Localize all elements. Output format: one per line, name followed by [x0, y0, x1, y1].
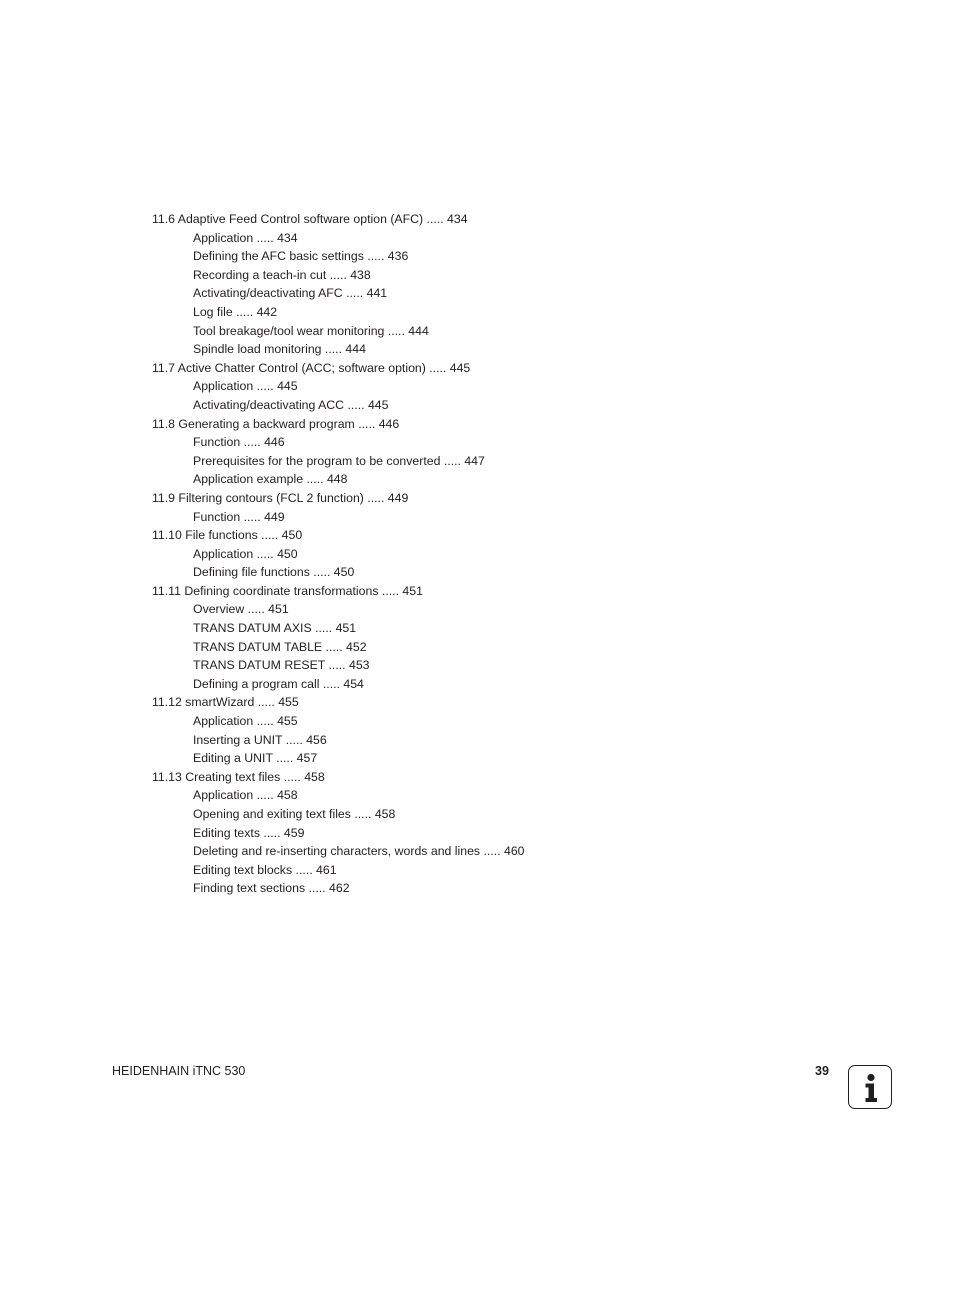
toc-subsection-entry: TRANS DATUM TABLE ..... 452 [193, 639, 367, 654]
toc-section-entry: 11.12 smartWizard ..... 455 [152, 695, 299, 710]
toc-subsection-entry: Defining the AFC basic settings ..... 436 [193, 249, 409, 264]
toc-subsection-entry: Editing a UNIT ..... 457 [193, 751, 318, 766]
page-number: 39 [815, 1064, 829, 1078]
toc-subsection-entry: Opening and exiting text files ..... 458 [193, 807, 396, 821]
toc-subsection-entry: Activating/deactivating ACC ..... 445 [193, 397, 389, 412]
toc-subsection-entry: Prerequisites for the program to be converted ..... 447 [193, 453, 485, 468]
toc-subsection-entry: Spindle load monitoring ..... 444 [193, 342, 366, 357]
toc-subsection-entry: Function ..... 449 [193, 509, 285, 524]
toc-subsection-entry: Finding text sections ..... 462 [193, 881, 350, 896]
toc-section-entry: 11.11 Defining coordinate transformations ..... 451 [152, 583, 423, 598]
toc-subsection-entry: Application example ..... 448 [193, 472, 348, 487]
toc-subsection-entry: TRANS DATUM RESET ..... 453 [193, 658, 370, 673]
toc-section-entry: 11.8 Generating a backward program ..... 446 [152, 416, 400, 431]
toc-subsection-entry: Application ..... 450 [193, 546, 298, 561]
toc-subsection-entry: Application ..... 458 [193, 788, 298, 803]
toc-subsection-entry: Application ..... 455 [193, 714, 298, 729]
toc-subsection-entry: Editing texts ..... 459 [193, 825, 305, 840]
toc-section-entry: 11.6 Adaptive Feed Control software option (AFC) ..... 434 [152, 212, 468, 226]
toc-section-entry: 11.13 Creating text files ..... 458 [152, 769, 325, 784]
toc-subsection-entry: Recording a teach-in cut ..... 438 [193, 267, 371, 282]
toc-subsection-entry: Function ..... 446 [193, 435, 285, 450]
footer-title: HEIDENHAIN iTNC 530 [112, 1064, 246, 1078]
toc-subsection-entry: TRANS DATUM AXIS ..... 451 [193, 621, 357, 636]
toc-section-entry: 11.9 Filtering contours (FCL 2 function) ..... 449 [152, 490, 409, 505]
table-of-contents [152, 210, 852, 898]
toc-subsection-entry: Defining a program call ..... 454 [193, 676, 364, 691]
toc-section-entry: 11.10 File functions ..... 450 [152, 528, 303, 543]
toc-subsection-entry: Overview ..... 451 [193, 602, 289, 617]
toc-subsection-entry: Defining file functions ..... 450 [193, 565, 355, 580]
toc-subsection-entry: Deleting and re-inserting characters, words and lines ..... 460 [193, 844, 525, 859]
info-icon [848, 1065, 892, 1109]
toc-subsection-entry: Application ..... 445 [193, 379, 298, 394]
toc-subsection-entry: Editing text blocks ..... 461 [193, 862, 337, 877]
toc-subsection-entry: Activating/deactivating AFC ..... 441 [193, 286, 388, 301]
toc-subsection-entry: Application ..... 434 [193, 230, 298, 245]
toc-subsection-entry: Tool breakage/tool wear monitoring ..... 444 [193, 323, 429, 338]
toc-subsection-entry: Log file ..... 442 [193, 304, 278, 319]
toc-subsection-entry: Inserting a UNIT ..... 456 [193, 732, 327, 747]
toc-section-entry: 11.7 Active Chatter Control (ACC; software option) ..... 445 [152, 360, 471, 375]
